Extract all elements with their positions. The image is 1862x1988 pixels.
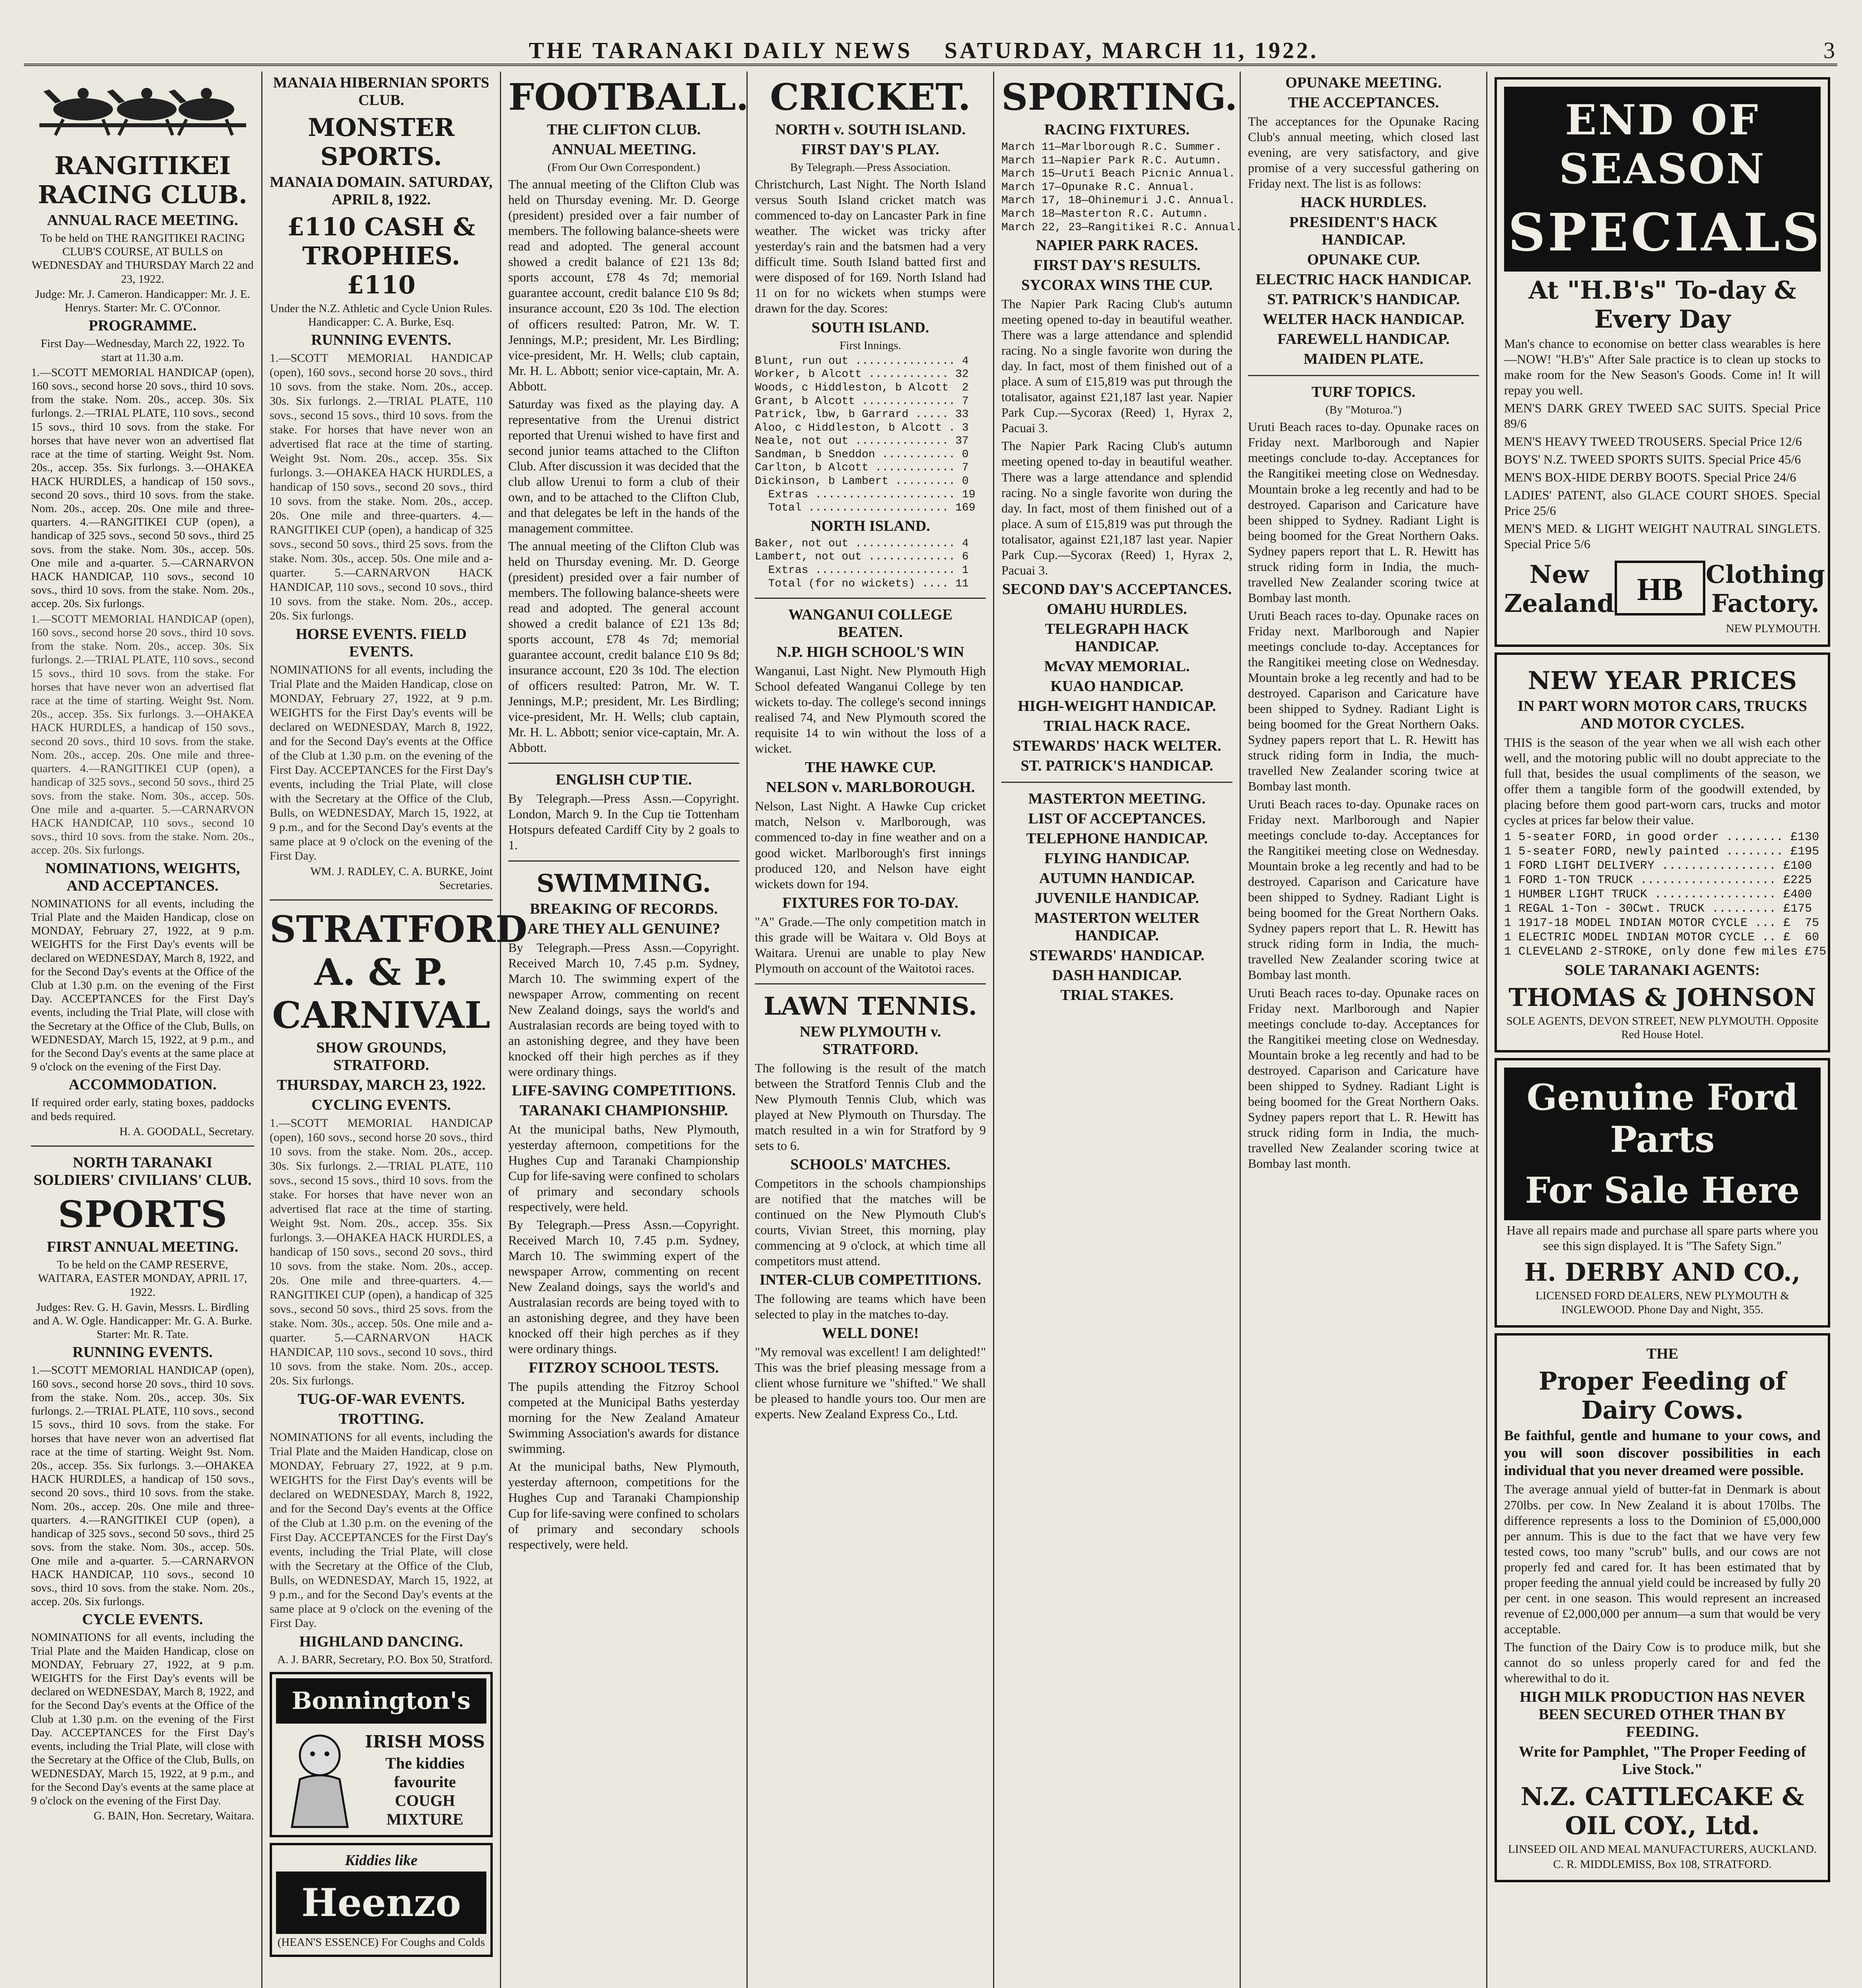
race-annual-heading: ANNUAL RACE MEETING. [47,212,238,229]
hbs-today: At "H.B's" To-day & Every Day [1528,276,1796,334]
racing-fixtures: RACING FIXTURES. [1044,121,1190,138]
manaia-running: RUNNING EVENTS. [311,332,451,349]
end-of-season: END OF SEASON [1504,87,1821,202]
nzc-agent: C. R. MIDDLEMISS, Box 108, STRATFORD. [1553,1858,1772,1871]
maiden-plate: MAIDEN PLATE. [1303,351,1424,368]
farewell-handicap: FAREWELL HANDICAP. [1277,331,1450,348]
english-cup: ENGLISH CUP TIE. [556,771,692,788]
electric-hack: ELECTRIC HACK HANDICAP. [1256,271,1471,288]
nominations-heading: NOMINATIONS, WEIGHTS, AND ACCEPTANCES. [45,860,240,894]
kiddies-favourite: The kiddies favourite COUGH MIXTURE [385,1754,465,1828]
hbs-item-6: MEN'S MED. & LIGHT WEIGHT NAUTRAL SINGLETS. Special Price 5/6 [1504,521,1821,551]
cricket-text: Christchurch, Last Night. The North Island versus South Island cricket match was commenced to-day on Lancaster Park in fine weather. The wicket was tricky after yesterday's rain and the batsmen had a very difficult time. South Island batted first and were disposed of for 169. North Island had 11 on for no wickets when stumps were drawn for the day. Scores: [755,177,986,316]
schools-matches: SCHOOLS' MATCHES. [790,1156,950,1173]
masthead [24,16,1837,66]
moturoa: (By "Moturoa.") [1325,404,1402,417]
swimming-text: By Telegraph.—Press Assn.—Copyright. Received March 10, 7.45 p.m. Sydney, March 10. The swimming expert of the newspaper Arrow, commenting on recent New Zealand doings, says the world's and Australasian records are being toyed with to an astonishing degree, and they have been knocked off their high perches as if they were ordinary things. [508,940,739,1079]
carnival-date: THURSDAY, MARCH 23, 1922. [276,1076,486,1093]
inter-club-text: The following are teams which have been selected to play in the matches to-day. [755,1291,986,1322]
bonnington-brand: Bonnington's [276,1678,486,1724]
sole-agents: SOLE TARANAKI AGENTS: [1565,961,1760,978]
child-illustration-icon [276,1728,363,1831]
dash-handicap: DASH HANDICAP. [1052,967,1182,984]
press-association: By Telegraph.—Press Association. [790,161,951,174]
sporting-heading: SPORTING. [1001,76,1238,118]
running-events: RUNNING EVENTS. [72,1344,213,1361]
heenzo-brand: Heenzo [276,1872,486,1934]
stewards-handicap: STEWARDS' HANDICAP. [1029,947,1205,964]
fixtures-today: FIXTURES FOR TO-DAY. [782,894,958,911]
hawke-text: Nelson, Last Night. A Hawke Cup cricket match, Nelson v. Marlborough, was commenced to-day in fine weather and on a good wicket. Marlborough's first innings produced 120, and Nelson have eight wickets down for 194. [755,799,986,891]
race-list-more: 1.—SCOTT MEMORIAL HANDICAP (open), 160 sovs., second horse 20 sovs., third 10 sovs. from the stake. Nom. 20s., accep. 30s. Six furlongs. 2.—TRIAL PLATE, 110 sovs., second 15 sovs., third 10 sovs. from the stake. For horses that have never won an advertised flat race at the time of starting. Weight 9st. Nom. 20s., accep. 35s. Six furlongs. 3.—OHAKEA HACK HURDLES, a handicap of 150 sovs., second 20 sovs., third 10 sovs. from the stake. Nom. 20s., accep. 20s. One mile and three-quarters. 4.—RANGITIKEI CUP (open), a handicap of 325 sovs., second 50 sovs., third 25 sovs. from the stake. Nom. 30s., accep. 50s. One mile and a-quarter. 5.—CARNARVON HACK HANDICAP, 110 sovs., second 10 sovs., third 10 sovs. from the stake. Nom. 20s., accep. 20s. Six furlongs. [31,612,254,857]
hbs-item-1: MEN'S DARK GREY TWEED SAC SUITS. Special Price 89/6 [1504,401,1821,431]
tennis-match: NEW PLYMOUTH v. STRATFORD. [799,1023,941,1058]
nominations-text: NOMINATIONS for all events, including the Trial Plate and the Maiden Handicap, close on MONDAY, February 27, 1922, at 9 p.m. WEIGHTS for the First Day's events will be declared on WEDNESDAY, March 8, 1922, and for the Second Day's events at the Office of the Club at 1.30 p.m. on the evening of the First Day. ACCEPTANCES for the First Day's events, including the Trial Plate, will close with the Secretary at the Office of the Club, Bulls, on WEDNESDAY, March 15, 1922, at 9 p.m., and for the Second Day's events at the same place at 9 o'clock on the evening of the First Day. [31,897,254,1074]
hbs-item-5: LADIES' PATENT, also GLACE COURT SHOES. Special Price 25/6 [1504,488,1821,518]
masterton-meeting: MASTERTON MEETING. [1028,790,1206,807]
south-island: SOUTH ISLAND. [811,319,929,336]
st-patricks: ST. PATRICK'S HANDICAP. [1020,757,1213,774]
masterton-welter: MASTERTON WELTER HANDICAP. [1034,909,1200,944]
turf-text-3: Uruti Beach races to-day. Opunake races on Friday next. Marlborough and Napier meetings conclude to-day. Acceptances for the Rangitikei meeting close on Wednesday. Mountain broke a leg recently and had to be destroyed. Caparison and Caricature have been shipped to Sydney. Radiant Light is being boomed for the Great Northern Oaks. Sydney papers report that L. R. Hewitt has struck riding form in India, the much-travelled New Zealander scoring twice at Bombay last month. [1248,797,1479,982]
sycorax-wins: SYCORAX WINS THE CUP. [1021,277,1213,294]
nelson-marlborough: NELSON v. MARLBOROUGH. [766,779,975,796]
flying-handicap: FLYING HANDICAP. [1044,850,1190,867]
specials: SPECIALS [1504,202,1821,272]
issue-date: SATURDAY, MARCH 11, 1922. [944,37,1319,63]
svg-text:HB: HB [1637,572,1683,608]
fitzroy-text-2: At the municipal baths, New Plymouth, yesterday afternoon, competitions for the Hughes Cup and Taranaki Championship Cup for life-saving were confined to scholars of primary and secondary schools respectively, were held. [508,1459,739,1551]
stewards-hack: STEWARDS' HACK WELTER. [1013,737,1221,754]
race-list: 1.—SCOTT MEMORIAL HANDICAP (open), 160 sovs., second horse 20 sovs., third 10 sovs. from the stake. Nom. 20s., accep. 30s. Six furlongs. 2.—TRIAL PLATE, 110 sovs., second 15 sovs., third 10 sovs. from the stake. For horses that have never won an advertised flat race at the time of starting. Weight 9st. Nom. 20s., accep. 35s. Six furlongs. 3.—OHAKEA HACK HURDLES, a handicap of 150 sovs., second 20 sovs., third 10 sovs. from the stake. Nom. 20s., accep. 20s. One mile and three-quarters. 4.—RANGITIKEI CUP (open), a handicap of 325 sovs., second 50 sovs., third 25 sovs. from the stake. Nom. 30s., accep. 50s. One mile and a-quarter. 5.—CARNARVON HACK HANDICAP, 110 sovs., second 10 sovs., third 10 sovs. from the stake. Nom. 20s., accep. 20s. Six furlongs. [31,366,254,610]
proper-feeding: Proper Feeding of Dairy Cows. [1538,1366,1786,1425]
irish-moss: IRISH MOSS [365,1732,485,1751]
cricket-heading: CRICKET. [770,76,971,118]
sports-heading: SPORTS [58,1193,227,1236]
inter-club: INTER-CLUB COMPETITIONS. [759,1272,982,1289]
life-saving-text-2: By Telegraph.—Press Assn.—Copyright. Received March 10, 7.45 p.m. Sydney, March 10. The swimming expert of the newspaper Arrow, commenting on recent New Zealand doings, says the world's and Australasian records are being toyed with to an astonishing degree, and they have been knocked off their high perches as if they were ordinary things. [508,1217,739,1356]
turf-topics: TURF TOPICS. [1311,384,1416,401]
napier-first-day: FIRST DAY'S RESULTS. [1033,257,1201,274]
cycling-text: 1.—SCOTT MEMORIAL HANDICAP (open), 160 sovs., second horse 20 sovs., third 10 sovs. from the stake. Nom. 20s., accep. 30s. Six furlongs. 2.—TRIAL PLATE, 110 sovs., second 15 sovs., third 10 sovs. from the stake. For horses that have never won an advertised flat race at the time of starting. Weight 9st. Nom. 20s., accep. 35s. Six furlongs. 3.—OHAKEA HACK HURDLES, a handicap of 150 sovs., second 20 sovs., third 10 sovs. from the stake. Nom. 20s., accep. 20s. One mile and three-quarters. 4.—RANGITIKEI CUP (open), a handicap of 325 sovs., second 50 sovs., third 25 sovs. from the stake. Nom. 30s., accep. 50s. One mile and a-quarter. 5.—CARNARVON HACK HANDICAP, 110 sovs., second 10 sovs., third 10 sovs. from the stake. Nom. 20s., accep. 20s. Six furlongs. [270,1116,493,1387]
ford-ad [1495,1058,1830,1328]
column-2 [262,72,527,1988]
tennis-text: The following is the result of the match between the Stratford Tennis Club and the New Plymouth Tennis Club, which was played at New Plymouth on Thursday. The match resulted in a win for Stratford by 9 sets to 6. [755,1060,986,1153]
derby-sub: LICENSED FORD DEALERS, NEW PLYMOUTH & INGLEWOOD. Phone Day and Night, 355. [1535,1289,1789,1316]
new-zealand: New Zealand [1504,560,1615,618]
column-1 [24,72,262,1988]
camp-reserve: To be held on the CAMP RESERVE, WAITARA, EASTER MONDAY, APRIL 17, 1922. [38,1258,247,1299]
high-milk: HIGH MILK PRODUCTION HAS NEVER BEEN SECURED OTHER THAN BY FEEDING. [1520,1688,1805,1740]
manaia-rules: Under the N.Z. Athletic and Cycle Union Rules. Handicapper: C. A. Burke, Esq. [270,302,492,329]
fixtures-text: "A" Grade.—The only competition match in this grade will be Waitara v. Old Boys at Waitara. Urenui are unable to play New Plymouth on account of the Waitotoi races. [755,914,986,975]
napier-text-2: The Napier Park Racing Club's autumn meeting opened to-day in beautiful weather. There was a large attendance and splendid racing. No a single favorite won during the day. In fact, most of them finished out of a place. A sum of £15,819 was put through the totalisator, against £21,187 last year. Napier Park Cup.—Sycorax (Reed) 1, Hyrax 2, Pacuai 3. [1001,439,1232,577]
wanganui-beaten: WANGANUI COLLEGE BEATEN. [788,606,952,641]
english-cup-text: By Telegraph.—Press Assn.—Copyright. London, March 9. In the Cup tie Tottenham Hotspurs defeated Cardiff City by 2 goals to 1. [508,791,739,852]
np-high-win: N.P. HIGH SCHOOL'S WIN [776,644,964,661]
accommodation-heading: ACCOMMODATION. [68,1076,217,1093]
opunake-intro: The acceptances for the Opunake Racing Club's annual meeting, which closed last evening, are very satisfactory, and give promise of a very successful gathering on Friday next. The list is as follows: [1248,114,1479,191]
clifton-text-3: The annual meeting of the Clifton Club was held on Thursday evening. Mr. D. George (president) presided over a fair number of members. The following balance-sheets were read and adopted. The general account showed a credit balance of £21 13s 8d; sports account, £78 4s 7d; memorial guarantee account, credit balance £10 9s 8d; insurance account, £20 3s 10d. The election of officers resulted: Patron, Mr. W. T. Jennings, M.P.; president, Mr. Les Birdling; vice-president, Mr. H. Wells; club captain, Mr. H. L. Abbott; senior vice-captain, Mr. A. Abbott. [508,538,739,755]
part-worn: IN PART WORN MOTOR CARS, TRUCKS AND MOTOR CYCLES. [1518,697,1807,732]
napier-text: The Napier Park Racing Club's autumn meeting opened to-day in beautiful weather. There was a large attendance and splendid racing. No a single favorite won during the day. In fact, most of them finished out of a place. A sum of £15,819 was put through the totalisator, against £21,187 last year. Napier Park Cup.—Sycorax (Reed) 1, Hyrax 2, Pacuai 3. [1001,297,1232,435]
newspaper-title: THE TARANAKI DAILY NEWS [529,37,913,63]
column-7 [1487,72,1837,1988]
cycle-events: CYCLE EVENTS. [82,1611,203,1628]
presidents-hack: PRESIDENT'S HACK HANDICAP. [1289,214,1438,248]
life-saving: LIFE-SAVING COMPETITIONS. [511,1082,736,1099]
schools-text: Competitors in the schools championships are notified that the matches will be continued on the New Plymouth Club's courts, Vivian Street, this morning, play commencing at 9 o'clock, at which time all competitors must attend. [755,1176,986,1268]
hbs-item-3: BOYS' N.Z. TWEED SPORTS SUITS. Special Price 45/6 [1504,452,1801,467]
turf-text-2: Uruti Beach races to-day. Opunake races on Friday next. Marlborough and Napier meetings conclude to-day. Acceptances for the Rangitikei meeting close on Wednesday. Mountain broke a leg recently and had to be destroyed. Caparison and Caricature have been shipped to Sydney. Radiant Light is being boomed for the Great Northern Oaks. Sydney papers report that L. R. Hewitt has struck riding form in India, the much-travelled New Zealander scoring twice at Bombay last month. [1248,608,1479,794]
motor-ad [1495,652,1830,1053]
swimming-heading: SWIMMING. [536,868,711,898]
heenzo-sub: (HEAN'S ESSENCE) For Coughs and Colds [277,1936,485,1949]
manaia-secretaries: WM. J. RADLEY, C. A. BURKE, Joint Secretaries. [310,865,493,892]
monster-sports: MONSTER SPORTS. [307,113,455,171]
juvenile-handicap: JUVENILE HANDICAP. [1035,889,1199,907]
heenzo-ad [270,1843,493,1957]
opunake-cup: OPUNAKE CUP. [1307,251,1420,268]
race-officials: Judge: Mr. J. Cameron. Handicapper: Mr. J. E. Henrys. Starter: Mr. C. O'Connor. [35,287,250,315]
north-island-scores: Baker, not out ............... 4 Lambert, not out ............. 6 Extras ..................... 1 Total (for no wickets) .... 11 [755,537,969,590]
first-annual-meeting: FIRST ANNUAL MEETING. [47,1239,239,1256]
write-pamphlet: Write for Pamphlet, "The Proper Feeding of Live Stock." [1518,1743,1806,1778]
taranaki-championship: TARANAKI CHAMPIONSHIP. [519,1102,728,1119]
racehorses-illustration [39,76,246,147]
well-done: WELL DONE! [822,1325,919,1342]
race-venue: To be held on THE RANGITIKEI RACING CLUB'S COURSE, AT BULLS on WEDNESDAY and THURSDAY March 22 and 23, 1922. [31,232,254,285]
horse-field-events: HORSE EVENTS. FIELD EVENTS. [295,626,467,660]
welter-hack: WELTER HACK HANDICAP. [1262,311,1465,328]
dairy-text-2: The function of the Dairy Cow is to produce milk, but she cannot do so unless properly cared for and fed the wherewithal to do it. [1504,1639,1821,1685]
carnival-secretary: A. J. BARR, Secretary, P.O. Box 50, Stratford. [277,1653,493,1666]
dairy-the: THE [1646,1345,1679,1362]
hack-hurdles: HACK HURDLES. [1300,194,1427,211]
manaia-club: MANAIA HIBERNIAN SPORTS CLUB. [273,74,490,109]
column-5 [994,72,1241,1988]
hawke-cup: THE HAWKE CUP. [805,759,936,776]
column-3 [501,72,748,1988]
motor-text: THIS is the season of the year when we all wish each other well, and the motoring public will no doubt appreciate to the full that, besides the usual compliments of the season, we offer them a tangible form of the goodwill extended, by placing before them good part-worn cars, trucks and motor cycles at prices far below their value. [1504,735,1821,827]
column-4 [748,72,994,1988]
opunake-meeting: OPUNAKE MEETING. [1285,74,1442,91]
heenzo-tagline: Kiddies like [345,1852,418,1869]
cash-trophies: £110 CASH & TROPHIES. £110 [287,212,475,299]
lawn-tennis: LAWN TENNIS. [764,991,977,1021]
dairy-ad [1495,1333,1830,1883]
trial-hack: TRIAL HACK RACE. [1044,717,1190,734]
breaking-records: BREAKING OF RECORDS. [530,900,718,917]
telegraph-hack: TELEGRAPH HACK HANDICAP. [1045,620,1189,655]
nz-cattlecake: N.Z. CATTLECAKE & OIL COY., Ltd. [1520,1782,1804,1840]
south-island-scores: Blunt, run out ............... 4 Worker, b Alcott ............ 32 Woods, c Hiddleston, b Alcott 2 Grant, b Alcott .............. 7 Patrick, lbw, b Garrard ..... 33 Aloo, c Hiddleston, b Alcott . 3 Neale, not out .............. 37 Sandman, b Sneddon ........... 0 Carlton, b Alcott ............ 7 Dickinson, b Lambert ......... 0 Extras ..................... 19 Total ..................... 169 [755,355,976,514]
hbs-ad [1495,77,1830,647]
tj-address: SOLE AGENTS, DEVON STREET, NEW PLYMOUTH. Opposite Red House Hotel. [1506,1014,1819,1041]
be-faithful: Be faithful, gentle and humane to your cows, and you will soon discover possibilities in each individual that you never dreamed were possible. [1504,1427,1821,1478]
mcvay-memorial: McVAY MEMORIAL. [1044,658,1190,675]
clifton-club: THE CLIFTON CLUB. [547,121,701,138]
manaia-events-text: 1.—SCOTT MEMORIAL HANDICAP (open), 160 sovs., second horse 20 sovs., third 10 sovs. from the stake. Nom. 20s., accep. 30s. Six furlongs. 2.—TRIAL PLATE, 110 sovs., second 15 sovs., third 10 sovs. from the stake. For horses that have never won an advertised flat race at the time of starting. Weight 9st. Nom. 20s., accep. 35s. Six furlongs. 3.—OHAKEA HACK HURDLES, a handicap of 150 sovs., second 20 sovs., third 10 sovs. from the stake. Nom. 20s., accep. 20s. One mile and three-quarters. 4.—RANGITIKEI CUP (open), a handicap of 325 sovs., second 50 sovs., third 25 sovs. from the stake. Nom. 30s., accep. 50s. One mile and a-quarter. 5.—CARNARVON HACK HANDICAP, 110 sovs., second 10 sovs., third 10 sovs. from the stake. Nom. 20s., accep. 20s. Six furlongs. [270,351,493,623]
high-weight: HIGH-WEIGHT HANDICAP. [1018,697,1216,714]
turf-text: Uruti Beach races to-day. Opunake races on Friday next. Marlborough and Napier meetings conclude to-day. Acceptances for the Rangitikei meeting close on Wednesday. Mountain broke a leg recently and had to be destroyed. Caparison and Caricature have been shipped to Sydney. Radiant Light is being boomed for the Great Northern Oaks. Sydney papers report that L. R. Hewitt has struck riding form in India, the much-travelled New Zealander scoring twice at Bombay last month. [1248,419,1479,605]
programme-heading: PROGRAMME. [88,317,197,334]
racing-fixtures-list: March 11—Marlborough R.C. Summer. March 11—Napier Park R.C. Autumn. March 15—Urutī Beach Picnic Annual. March 17—Opunake R.C. Annual. March 17, 18—Ohinemuri J.C. Annual. March 18—Masterton R.C. Autumn. March 22, 23—Rangitikei R.C. Annual. [1001,141,1242,234]
correspondent: (From Our Own Correspondent.) [547,161,700,174]
turf-text-4: Uruti Beach races to-day. Opunake races on Friday next. Marlborough and Napier meetings conclude to-day. Acceptances for the Rangitikei meeting close on Wednesday. Mountain broke a leg recently and had to be destroyed. Caparison and Caricature have been shipped to Sydney. Radiant Light is being boomed for the Great Northern Oaks. Sydney papers report that L. R. Hewitt has struck riding form in India, the much-travelled New Zealander scoring twice at Bombay last month. [1248,985,1479,1171]
masterton-acceptances: LIST OF ACCEPTANCES. [1028,810,1206,827]
opunake-acceptances: THE ACCEPTANCES. [1288,94,1439,111]
cycling-events: CYCLING EVENTS. [311,1096,451,1113]
wanganui-text: Wanganui, Last Night. New Plymouth High School defeated Wanganui College by ten wickets to-day. The college's second innings realised 74, and New Plymouth scored the requisite 14 to win without the loss of a wicket. [755,664,986,756]
sports-judges: Judges: Rev. G. H. Gavin, Messrs. L. Birdling and A. W. Ogle. Handicapper: Mr. G. A. Burke. Starter: Mr. R. Tate. [33,1301,253,1341]
trial-stakes: TRIAL STAKES. [1060,986,1174,1004]
running-events-text: 1.—SCOTT MEMORIAL HANDICAP (open), 160 sovs., second horse 20 sovs., third 10 sovs. from the stake. Nom. 20s., accep. 30s. Six furlongs. 2.—TRIAL PLATE, 110 sovs., second 15 sovs., third 10 sovs. from the stake. For horses that have never won an advertised flat race at the time of starting. Weight 9st. Nom. 20s., accep. 35s. Six furlongs. 3.—OHAKEA HACK HURDLES, a handicap of 150 sovs., second 20 sovs., third 10 sovs. from the stake. Nom. 20s., accep. 20s. One mile and three-quarters. 4.—RANGITIKEI CUP (open), a handicap of 325 sovs., second 50 sovs., third 25 sovs. from the stake. Nom. 30s., accep. 50s. One mile and a-quarter. 5.—CARNARVON HACK HANDICAP, 110 sovs., second 10 sovs., third 10 sovs. from the stake. Nom. 20s., accep. 20s. Six furlongs. [31,1364,254,1608]
napier-park: NAPIER PARK RACES. [1036,237,1198,254]
soldiers-club: NORTH TARANAKI SOLDIERS' CIVILIANS' CLUB. [33,1154,252,1189]
fitzroy-heading: FITZROY SCHOOL TESTS. [529,1359,719,1376]
first-days-play: FIRST DAY'S PLAY. [801,141,939,158]
st-patricks-opunake: ST. PATRICK'S HANDICAP. [1267,291,1460,308]
north-south: NORTH v. SOUTH ISLAND. [775,121,966,138]
cycle-events-text: NOMINATIONS for all events, including the Trial Plate and the Maiden Handicap, close on MONDAY, February 27, 1922, at 9 p.m. WEIGHTS for the First Day's events will be declared on WEDNESDAY, March 8, 1922, and for the Second Day's events at the Office of the Club at 1.30 p.m. on the evening of the First Day. ACCEPTANCES for the First Day's events, including the Trial Plate, will close with the Secretary at the Office of the Club, Bulls, on WEDNESDAY, March 15, 1922, at 9 p.m., and for the Second Day's events at the same place at 9 o'clock on the evening of the First Day. [31,1631,254,1807]
north-island: NORTH ISLAND. [810,517,930,534]
dairy-text: The average annual yield of butter-fat in Denmark is about 270lbs. per cow. In New Zealand it is about 170lbs. The difference represents a loss to the Dominion of £5,000,000 per annum. This is due to the fact that we have very few tested cows, too many "scrub" bulls, and our cows are not properly fed and cared for. It has been estimated that by proper feeding the annual yield could be increased by fully 20 per cent. in one season. This would represent an increased revenue of £2,000,000 per annum—a sum that would be very acceptable. [1504,1482,1821,1636]
new-year-prices: NEW YEAR PRICES [1528,666,1797,695]
autumn-handicap: AUTUMN HANDICAP. [1039,870,1195,887]
first-innings: First Innings. [840,339,901,352]
thomas-johnson: THOMAS & JOHNSON [1508,982,1816,1012]
life-saving-text: At the municipal baths, New Plymouth, yesterday afternoon, competitions for the Hughes Cup and Taranaki Championship Cup for life-saving were confined to scholars of primary and secondary schools respectively, were held. [508,1122,739,1214]
stratford-grounds: SHOW GROUNDS, STRATFORD. [316,1039,446,1074]
race-club-title: RANGITIKEI RACING CLUB. [38,151,247,209]
kuao-handicap: KUAO HANDICAP. [1050,678,1184,695]
football-heading: FOOTBALL. [508,76,749,118]
hbs-item-4: MEN'S BOX-HIDE DERBY BOOTS. Special Price 24/6 [1504,470,1796,485]
race-secretary: H. A. GOODALL, Secretary. [119,1125,254,1138]
hbs-location: NEW PLYMOUTH. [1726,622,1821,635]
manaia-field-text: NOMINATIONS for all events, including the Trial Plate and the Maiden Handicap, close on MONDAY, February 27, 1922, at 9 p.m. WEIGHTS for the First Day's events will be declared on WEDNESDAY, March 8, 1922, and for the Second Day's events at the Office of the Club at 1.30 p.m. on the evening of the First Day. ACCEPTANCES for the First Day's events, including the Trial Plate, will close with the Secretary at the Office of the Club, Bulls, on WEDNESDAY, March 15, 1922, at 9 p.m., and for the Second Day's events at the same place at 9 o'clock on the evening of the First Day. [270,663,493,863]
accommodation-text: If required order early, stating boxes, paddocks and beds required. [31,1096,254,1123]
fitzroy-text: The pupils attending the Fitzroy School competed at the Municipal Baths yesterday morning for the New Zealand Amateur Swimming Association's awards for distance swimming. [508,1379,739,1456]
trotting-text: NOMINATIONS for all events, including the Trial Plate and the Maiden Handicap, close on MONDAY, February 27, 1922, at 9 p.m. WEIGHTS for the First Day's events will be declared on WEDNESDAY, March 8, 1922, and for the Second Day's events at the Office of the Club at 1.30 p.m. on the evening of the First Day. ACCEPTANCES for the First Day's events, including the Trial Plate, will close with the Secretary at the Office of the Club, Bulls, on WEDNESDAY, March 15, 1922, at 9 p.m., and for the Second Day's events at the same place at 9 o'clock on the evening of the First Day. [270,1430,493,1630]
well-done-text: "My removal was excellent! I am delighted!" This was the brief pleasing message from a client whose furniture we "shifted." We shall be pleased to handle yours too. Our men are experts. New Zealand Express Co., Ltd. [755,1345,986,1421]
trotting: TROTTING. [338,1410,424,1427]
page-number: 3 [1823,37,1837,63]
first-day: First Day—Wednesday, March 22, 1922. To start at 11.30 a.m. [41,337,245,364]
for-sale-here: For Sale Here [1504,1169,1821,1220]
hbs-text: Man's chance to economise on better class wearables is here—NOW! "H.B's" After Sale practice is to clean up stocks to make room for the New Season's Goods. Come in! It will repay you well. [1504,336,1821,398]
page-columns [24,72,1837,1988]
column-6 [1241,72,1487,1988]
hb-logo-icon [1614,560,1706,616]
second-day-acceptances: SECOND DAY'S ACCEPTANCES. [1002,580,1232,598]
manaia-domain: MANAIA DOMAIN. SATURDAY, APRIL 8, 1922. [270,174,493,208]
sports-secretary: G. BAIN, Hon. Secretary, Waitara. [93,1809,254,1823]
clifton-text-2: Saturday was fixed as the playing day. A representative from the Urenui district reported that Urenui wished to have first and second junior teams attached to the Clifton Club. After discussion it was decided that the club allow Urenui to form a club of their own, and to be attached to the Clifton Club, and that delegates be left in the hands of the management committee. [508,396,739,535]
all-genuine: ARE THEY ALL GENUINE? [527,920,720,937]
hbs-item-2: MEN'S HEAVY TWEED TROUSERS. Special Price 12/6 [1504,434,1802,449]
omahu-hurdles: OMAHU HURDLES. [1047,600,1187,617]
genuine-ford-parts: Genuine Ford Parts [1504,1068,1821,1169]
ford-text: Have all repairs made and purchase all spare parts where you see this sign displayed. It is "The Safety Sign." [1506,1223,1818,1253]
telephone-handicap: TELEPHONE HANDICAP. [1026,830,1208,847]
clifton-text-1: The annual meeting of the Clifton Club was held on Thursday evening. Mr. D. George (president) presided over a fair number of members. The following balance-sheets were read and adopted. The general account showed a credit balance of £21 13s 8d; sports account, £78 4s 7d; memorial guarantee account, credit balance £10 9s 8d; insurance account, £20 3s 10d. The election of officers resulted: Patron, Mr. W. T. Jennings, M.P.; president, Mr. Les Birdling; vice-president, Mr. H. Wells; club captain, Mr. H. L. Abbott; senior vice-captain, Mr. A. Abbott. [508,177,739,393]
tug-events: TUG-OF-WAR EVENTS. [297,1390,465,1408]
clothing-factory: Clothing Factory. [1706,560,1825,618]
stratford-carnival: STRATFORD A. & P. CARNIVAL [270,907,527,1037]
h-derby: H. DERBY AND CO., [1524,1258,1801,1287]
bonnington-ad [270,1672,493,1837]
masthead-title [24,37,1823,64]
car-list: 1 5-seater FORD, in good order ........ £130 1 5-seater FORD, newly painted ........ £195 1 FORD LIGHT DELIVERY ................ £100 1 FORD 1-TON TRUCK ................... £225 1 HUMBER LIGHT TRUCK ................. £400 1 REGAL 1-Ton - 30Cwt. TRUCK ......... £175 1 1917-18 MODEL INDIAN MOTOR CYCLE ... £ 75 1 ELECTRIC MODEL INDIAN MOTOR CYCLE .. £ 60 1 CLEVELAND 2-STROKE, only done few miles £75 [1504,830,1827,959]
clifton-annual: ANNUAL MEETING. [551,141,696,158]
nzc-sub: LINSEED OIL AND MEAL MANUFACTURERS, AUCKLAND. [1508,1842,1817,1856]
highland-dancing: HIGHLAND DANCING. [299,1633,463,1650]
